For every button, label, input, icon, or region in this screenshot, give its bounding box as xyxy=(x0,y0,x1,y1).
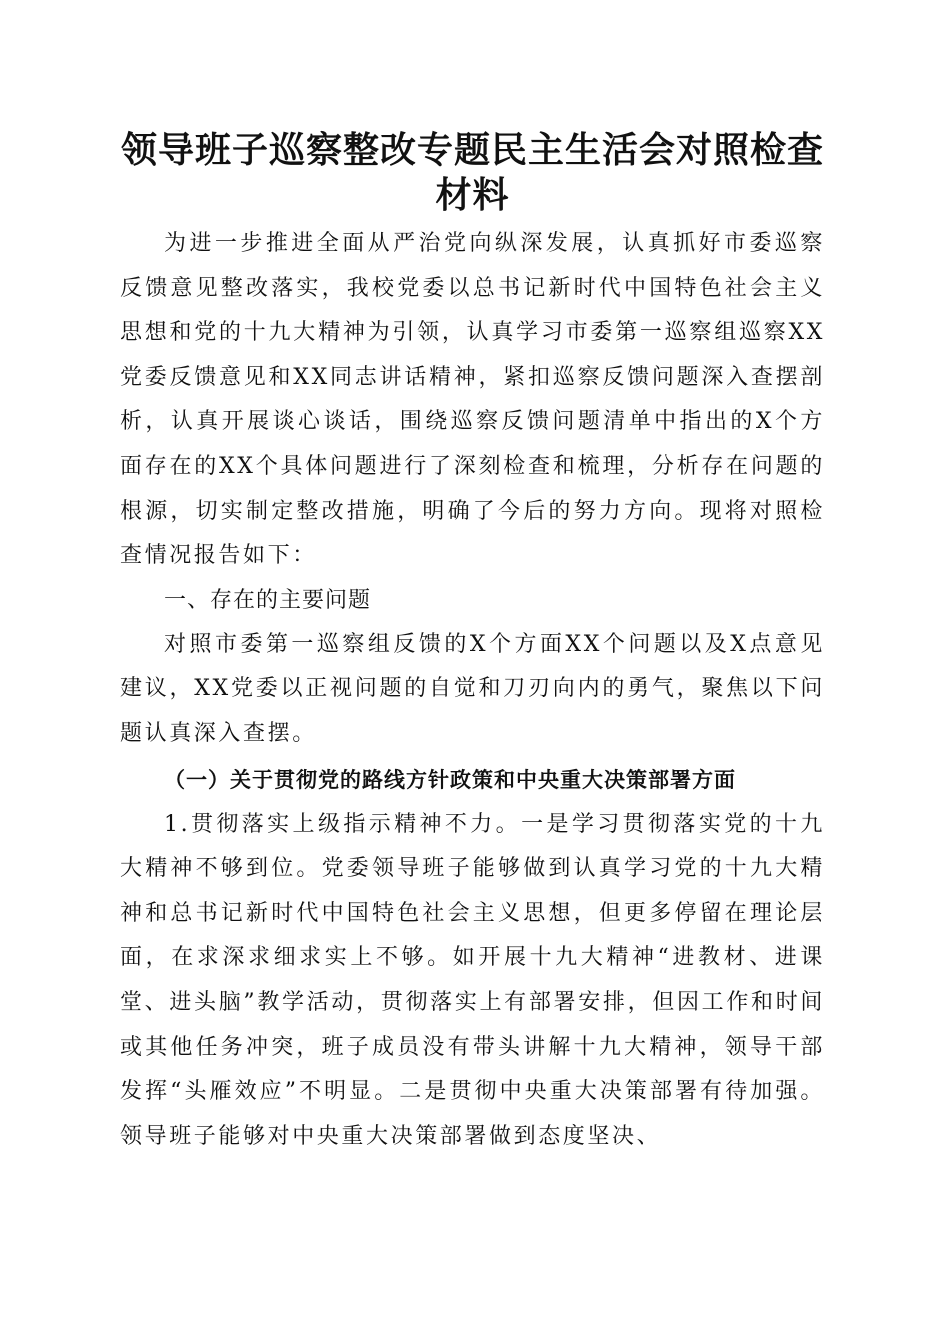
section-paragraph: 对照市委第一巡察组反馈的X个方面XX个问题以及X点意见建议，XX党委以正视问题的自觉和刀刃向内的勇气，聚焦以下问题认真深入查摆。 xyxy=(120,631,825,746)
document-body xyxy=(120,128,825,1159)
subsection-heading-policy: （一）关于贯彻党的路线方针政策和中央重大决策部署方面 xyxy=(164,766,736,792)
section-heading-main-problems: 一、存在的主要问题 xyxy=(164,587,372,613)
intro-paragraph: 为进一步推进全面从严治党向纵深发展，认真抓好市委巡察反馈意见整改落实，我校党委以总书记新时代中国特色社会主义思想和党的十九大精神为引领，认真学习市委第一巡察组巡察XX党委反馈意见和XX同志讲话精神，紧扣巡察反馈问题深入查摆剖析，认真开展谈心谈话，围绕巡察反馈问题清单中指出的X个方面存在的XX个具体问题进行了深刻检查和梳理，分析存在问题的根源，切实制定整改措施，明确了今后的努力方向。现将对照检查情况报告如下： xyxy=(120,231,825,569)
item-paragraph: 1.贯彻落实上级指示精神不力。一是学习贯彻落实党的十九大精神不够到位。党委领导班子能够做到认真学习党的十九大精神和总书记新时代中国特色社会主义思想，但更多停留在理论层面，在求深求细求实上不够。如开展十九大精神“进教材、进课堂、进头脑”教学活动，贯彻落实上有部署安排，但因工作和时间或其他任务冲突，班子成员没有带头讲解十九大精神，领导干部发挥“头雁效应”不明显。二是贯彻中央重大决策部署有待加强。领导班子能够对中央重大决策部署做到态度坚决、 xyxy=(120,811,825,1149)
document-title: 领导班子巡察整改专题民主生活会对照检查材料 xyxy=(120,129,824,216)
